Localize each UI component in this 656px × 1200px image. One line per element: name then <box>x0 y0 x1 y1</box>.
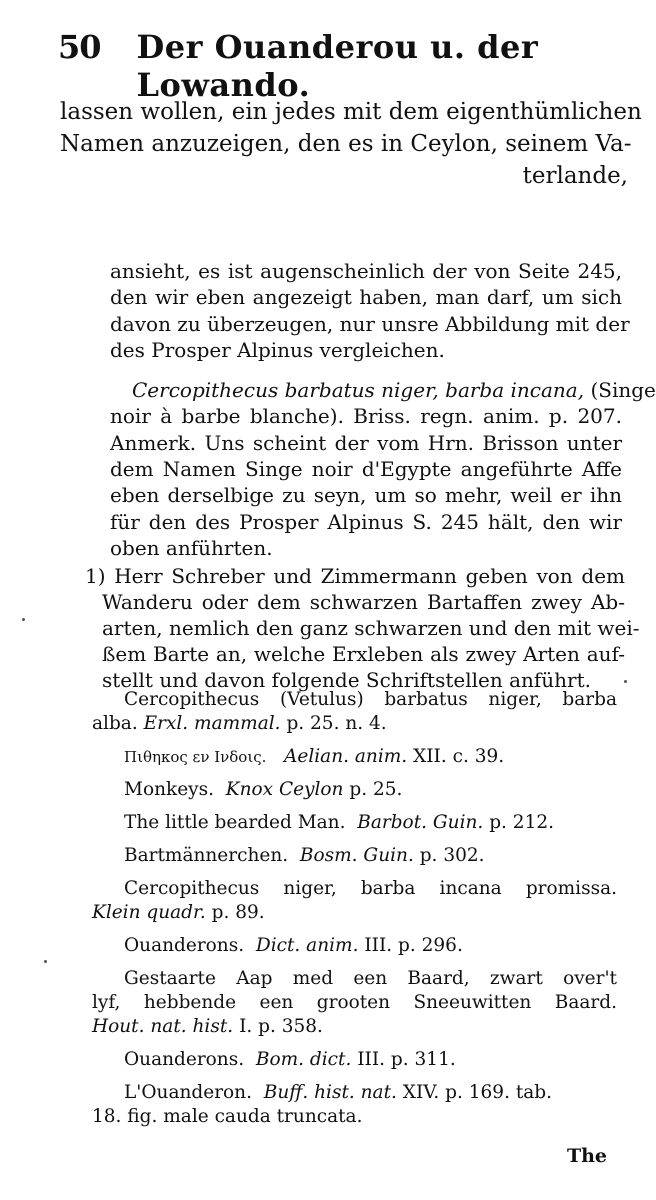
reference-source: Hout. nat. hist. <box>92 1016 234 1037</box>
reference-text: Cercopithecus niger, barba incana promissa. <box>124 878 617 899</box>
reference-list <box>92 688 617 1138</box>
footnote-line: arten, nemlich den ganz schwarzen und den mit wei- <box>102 616 640 640</box>
reference-source: Erxl. mammal. <box>143 713 281 734</box>
catchword: The <box>566 1145 607 1167</box>
remark-line: für den des Prosper Alpinus S. 245 hält, den wir <box>110 509 622 534</box>
reference-text: lyf, hebbende een grooten Sneeuwitten Baard. <box>92 992 617 1013</box>
reference-source: Knox Ceylon <box>225 779 344 800</box>
reference-text: Bartmännerchen. <box>124 845 289 866</box>
reference-source: Barbot. Guin. <box>357 812 484 833</box>
remark-line: dem Namen Singe noir d'Egypte angeführte Affe <box>110 457 622 482</box>
page-number: 50 <box>58 28 101 66</box>
remark-line: Anmerk. Uns scheint der vom Hrn. Brisson unter <box>110 430 622 455</box>
main-text <box>60 96 642 192</box>
main-text-line: lassen wollen, ein jedes mit dem eigenthümlichen <box>60 99 642 125</box>
footnote-marker: 1) <box>85 564 106 588</box>
running-title: Der Ouanderou u. der Lowando. <box>136 28 539 104</box>
footnote-continued <box>110 258 656 561</box>
footnote-1 <box>85 563 640 693</box>
reference-text: Ouanderons. <box>124 935 245 956</box>
footnote-line: den wir eben angezeigt haben, man darf, um sich <box>110 285 622 310</box>
footnote-line: 1) Herr Schreber und Zimmermann geben von dem <box>85 564 625 588</box>
footnote-line: ßem Barte an, welche Erxleben als zwey Arten auf- <box>102 642 625 666</box>
reference-entry: Gestaarte Aap med een Baard, zwart over't lyf, hebbende een grooten Sneeuwitten Baard. Hout. nat. hist. I. p. 358. <box>92 968 617 1037</box>
footnote-line: stellt und davon folgende Schriftstellen anführt. <box>102 668 592 692</box>
reference-entry: Monkeys. Knox Ceylon p. 25. <box>124 779 403 800</box>
reference-entry: The little bearded Man. Barbot. Guin. p. 212. <box>124 812 554 833</box>
reference-text: The little bearded Man. <box>124 812 346 833</box>
remark-line: oben anführten. <box>110 535 273 560</box>
footnote-line: des Prosper Alpinus vergleichen. <box>110 337 445 362</box>
reference-entry: Bartmännerchen. Bosm. Guin. p. 302. <box>124 845 485 866</box>
reference-text: Ouanderons. <box>124 1049 245 1070</box>
main-text-line: terlande, <box>522 163 628 189</box>
brisson-citation-line: Cercopithecus barbatus niger, barba incana, (Singe <box>132 378 656 403</box>
running-header <box>58 28 628 104</box>
reference-source: Dict. anim. <box>255 935 359 956</box>
ink-speck <box>624 680 627 683</box>
reference-entry: Ouanderons. Bom. dict. III. p. 311. <box>124 1049 456 1070</box>
brisson-citation-line: noir à barbe blanche). Briss. regn. anim. p. 207. <box>110 404 622 429</box>
reference-text: Monkeys. <box>124 779 214 800</box>
reference-entry: Ouanderons. Dict. anim. III. p. 296. <box>124 935 463 956</box>
reference-entry: Cercopithecus niger, barba incana promissa. Klein quadr. p. 89. <box>92 878 617 923</box>
reference-text: 18. fig. male cauda truncata. <box>92 1106 363 1127</box>
reference-text: Cercopithecus (Vetulus) barbatus niger, barba <box>124 689 617 710</box>
ink-speck <box>44 960 47 963</box>
footnote-line: Wanderu oder dem schwarzen Bartaffen zwey Ab- <box>102 590 625 614</box>
reference-text: L'Ouanderon. <box>124 1082 252 1103</box>
footnote-line: davon zu überzeugen, nur unsre Abbildung mit der <box>110 311 630 336</box>
reference-source: Buff. hist. nat. <box>263 1082 397 1103</box>
reference-text: Gestaarte Aap med een Baard, zwart over't <box>124 968 617 989</box>
reference-entry: L'Ouanderon. Buff. hist. nat. XIV. p. 169. tab. 18. fig. male cauda truncata. <box>92 1081 617 1129</box>
reference-entry: Πιθηκος εν Ινδοις. Aelian. anim. XII. c. 39. <box>124 746 505 767</box>
reference-source: Aelian. anim. <box>284 746 408 767</box>
reference-source: Bosm. Guin. <box>299 845 414 866</box>
ink-speck <box>22 618 25 621</box>
latin-name: Cercopithecus barbatus niger, barba incana, <box>132 378 585 403</box>
reference-source: Klein quadr. <box>92 902 206 923</box>
remark-line: eben derselbige zu seyn, um so mehr, weil er ihn <box>110 483 622 508</box>
reference-text: Πιθηκος εν Ινδοις. <box>124 748 267 766</box>
reference-entry: Cercopithecus (Vetulus) barbatus niger, barba alba. Erxl. mammal. p. 25. n. 4. <box>92 689 617 734</box>
reference-source: Bom. dict. <box>255 1049 352 1070</box>
main-text-line: Namen anzuzeigen, den es in Ceylon, seinem Va- <box>60 131 632 157</box>
footnote-line: ansieht, es ist augenscheinlich der von Seite 245, <box>110 259 622 283</box>
